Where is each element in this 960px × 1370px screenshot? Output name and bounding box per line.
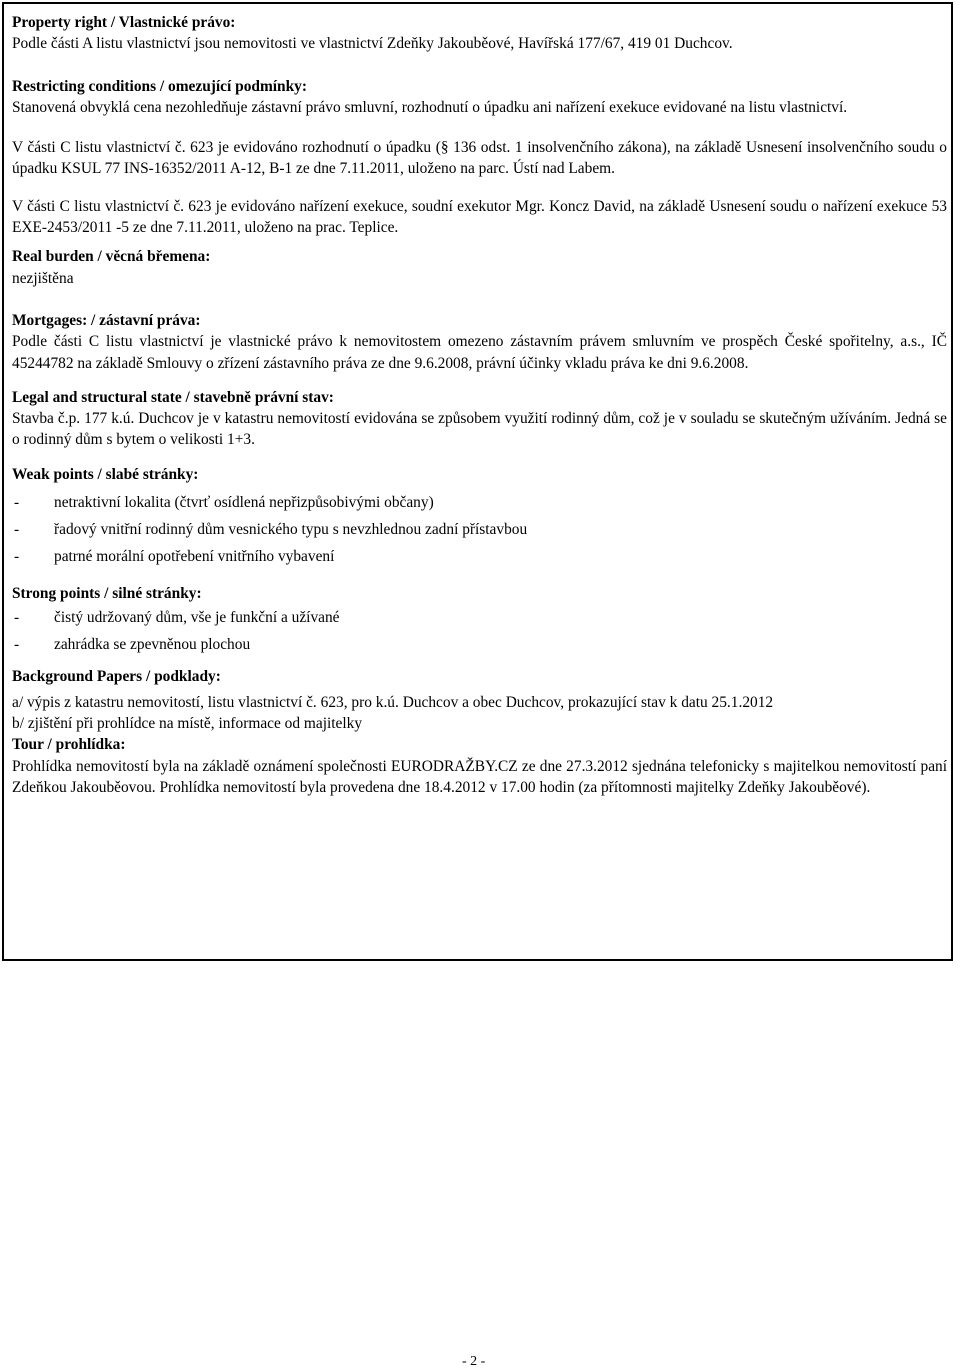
restricting-insolvency-paragraph: V části C listu vlastnictví č. 623 je evidováno rozhodnutí o úpadku (§ 136 odst. 1 insolvenčního zákona), na základě Usnesení insolvenčního soudu o úpadku KSUL 77 INS-16352/2011 A-12, B-1 ze dne 7.11.2011, uloženo na parc. Ústí nad Labem. <box>12 139 947 178</box>
tour-heading: Tour / prohlídka: <box>12 736 126 754</box>
section-legal-state <box>12 387 947 451</box>
weak-point-text: řadový vnitřní rodinný dům vesnického typu s nevzhlednou zadní přístavbou <box>54 521 528 539</box>
strong-points-heading: Strong points / silné stránky: <box>12 585 202 603</box>
section-mortgages <box>12 310 947 374</box>
restricting-heading: Restricting conditions / omezující podmínky: <box>12 77 307 95</box>
section-real-burden <box>12 246 947 289</box>
strong-point-text: čistý udržovaný dům, vše je funkční a užívané <box>54 609 340 627</box>
section-property-right <box>12 12 947 55</box>
tour-text: Prohlídka nemovitostí byla na základě oznámení společnosti EURODRAŽBY.CZ ze dne 27.3.2012 sjednána telefonicky s majitelkou nemovitostí paní Zdeňkou Jakouběovou. Prohlídka nemovitostí byla provedena dne 18.4.2012 v 17.00 hodin (za přítomnosti majitelky Zdeňky Jakouběové). <box>12 757 947 796</box>
weak-point-text: patrné morální opotřebení vnitřního vybavení <box>54 548 335 566</box>
document-frame <box>2 2 953 961</box>
dash-bullet: - <box>14 494 20 512</box>
property-right-heading: Property right / Vlastnické právo: <box>12 14 236 31</box>
list-item <box>12 543 947 570</box>
background-item-a: a/ výpis z katastru nemovitostí, listu vlastnictví č. 623, pro k.ú. Duchcov a obec Duchcov, prokazující stav k datu 25.1.2012 <box>12 693 774 711</box>
dash-bullet: - <box>14 609 20 627</box>
weak-points-list <box>12 489 947 570</box>
page-number: - 2 - <box>462 1354 486 1369</box>
section-strong-points <box>12 583 947 658</box>
list-item <box>12 489 947 516</box>
list-item <box>12 516 947 543</box>
property-right-text: Podle části A listu vlastnictví jsou nemovitosti ve vlastnictví Zdeňky Jakouběové, Havířská 177/67, 419 01 Duchcov. <box>12 35 733 53</box>
mortgages-heading: Mortgages: / zástavní práva: <box>12 311 201 329</box>
document-content <box>12 12 947 798</box>
section-background-papers <box>12 666 947 734</box>
mortgages-text: Podle části C listu vlastnictví je vlastnické právo k nemovitostem omezeno zástavním právem smluvním ve prospěch České spořitelny, a.s., IČ 45244782 na základě Smlouvy o zřízení zástavního práva ze dne 9.6.2008, právní účinky vkladu práva ke dni 9.6.2008. <box>12 333 947 372</box>
strong-point-text: zahrádka se zpevněnou plochou <box>54 636 251 654</box>
section-tour <box>12 734 947 798</box>
restricting-execution-paragraph: V části C listu vlastnictví č. 623 je evidováno nařízení exekuce, soudní exekutor Mgr. Koncz David, na základě Usnesení soudu o nařízení exekuce 53 EXE-2453/2011 -5 ze dne 7.11.2011, uloženo na prac. Teplice. <box>12 197 947 237</box>
background-item-b: b/ zjištění při prohlídce na místě, informace od majitelky <box>12 714 363 732</box>
section-restricting-conditions <box>12 76 947 239</box>
real-burden-heading: Real burden / věcná břemena: <box>12 248 211 266</box>
strong-points-list <box>12 604 947 658</box>
restricting-text: Stanovená obvyklá cena nezohledňuje zástavní právo smluvní, rozhodnutí o úpadku ani nařízení exekuce evidované na listu vlastnictví. <box>12 98 848 116</box>
weak-point-text: netraktivní lokalita (čtvrť osídlená nepřizpůsobivými občany) <box>54 494 434 512</box>
dash-bullet: - <box>14 521 20 539</box>
list-item <box>12 631 947 658</box>
real-burden-text: nezjištěna <box>12 269 74 287</box>
section-weak-points <box>12 464 947 570</box>
list-item <box>12 604 947 631</box>
dash-bullet: - <box>14 636 20 654</box>
legal-state-text: Stavba č.p. 177 k.ú. Duchcov je v katastru nemovitostí evidována se způsobem využití rodinný dům, což je v souladu se skutečným užíváním. Jedná se o rodinný dům s bytem o velikosti 1+3. <box>12 410 947 449</box>
legal-state-heading: Legal and structural state / stavebně právní stav: <box>12 388 334 406</box>
weak-points-heading: Weak points / slabé stránky: <box>12 465 199 483</box>
background-heading: Background Papers / podklady: <box>12 668 221 686</box>
dash-bullet: - <box>14 548 20 566</box>
